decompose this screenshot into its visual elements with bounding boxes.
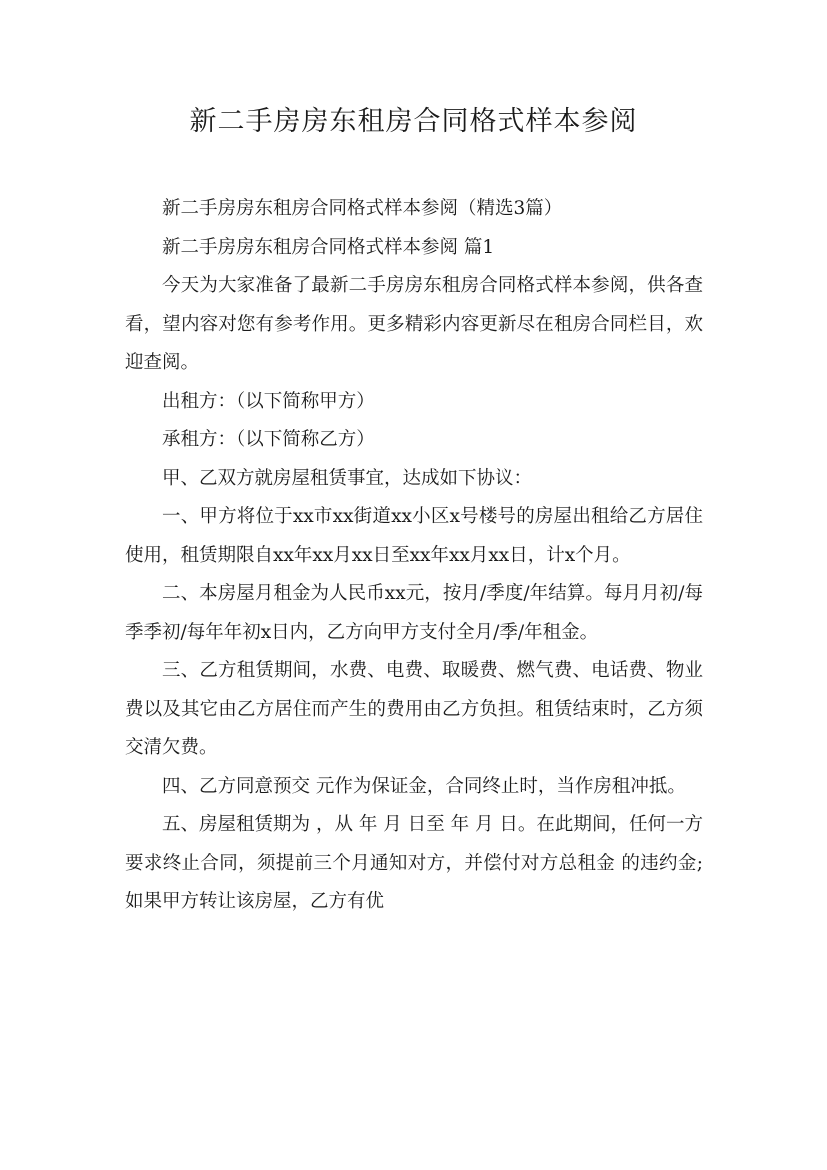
paragraph-intro: 今天为大家准备了最新二手房房东租房合同格式样本参阅，供各查看，望内容对您有参考作用。更多精彩内容更新尽在租房合同栏目，欢迎查阅。 xyxy=(125,275,703,373)
paragraph-lessor: 出租方：（以下简称甲方） xyxy=(162,390,375,412)
paragraph-section-heading: 新二手房房东租房合同格式样本参阅 篇1 xyxy=(162,236,495,258)
paragraph-lessee: 承租方：（以下简称乙方） xyxy=(162,429,375,450)
paragraph-clause-3: 三、乙方租赁期间，水费、电费、取暖费、燃气费、电话费、物业费以及其它由乙方居住而产生的费用由乙方负担。租赁结束时，乙方须交清欠费。 xyxy=(125,660,703,758)
paragraph-clause-4: 四、乙方同意预交 元作为保证金，合同终止时，当作房租冲抵。 xyxy=(162,775,686,797)
paragraph-clause-5: 五、房屋租赁期为 ，从 年 月 日至 年 月 日。在此期间，任何一方要求终止合同，须提前三个月通知对方，并偿付对方总租金 的违约金;如果甲方转让该房屋，乙方有优 xyxy=(125,814,703,912)
paragraph-clause-1: 一、甲方将位于xx市xx街道xx小区x号楼号的房屋出租给乙方居住使用，租赁期限自xx年xx月xx日至xx年xx月xx日，计x个月。 xyxy=(125,506,703,566)
paragraph-agreement: 甲、乙双方就房屋租赁事宜，达成如下协议： xyxy=(162,467,533,489)
paragraph-subtitle: 新二手房房东租房合同格式样本参阅（精选3篇） xyxy=(162,198,563,219)
document-title: 新二手房房东租房合同格式样本参阅 xyxy=(189,106,638,137)
document-body xyxy=(125,190,703,922)
paragraph-clause-2: 二、本房屋月租金为人民币xx元，按月/季度/年结算。每月月初/每季季初/每年年初x日内，乙方向甲方支付全月/季/年租金。 xyxy=(125,583,703,643)
